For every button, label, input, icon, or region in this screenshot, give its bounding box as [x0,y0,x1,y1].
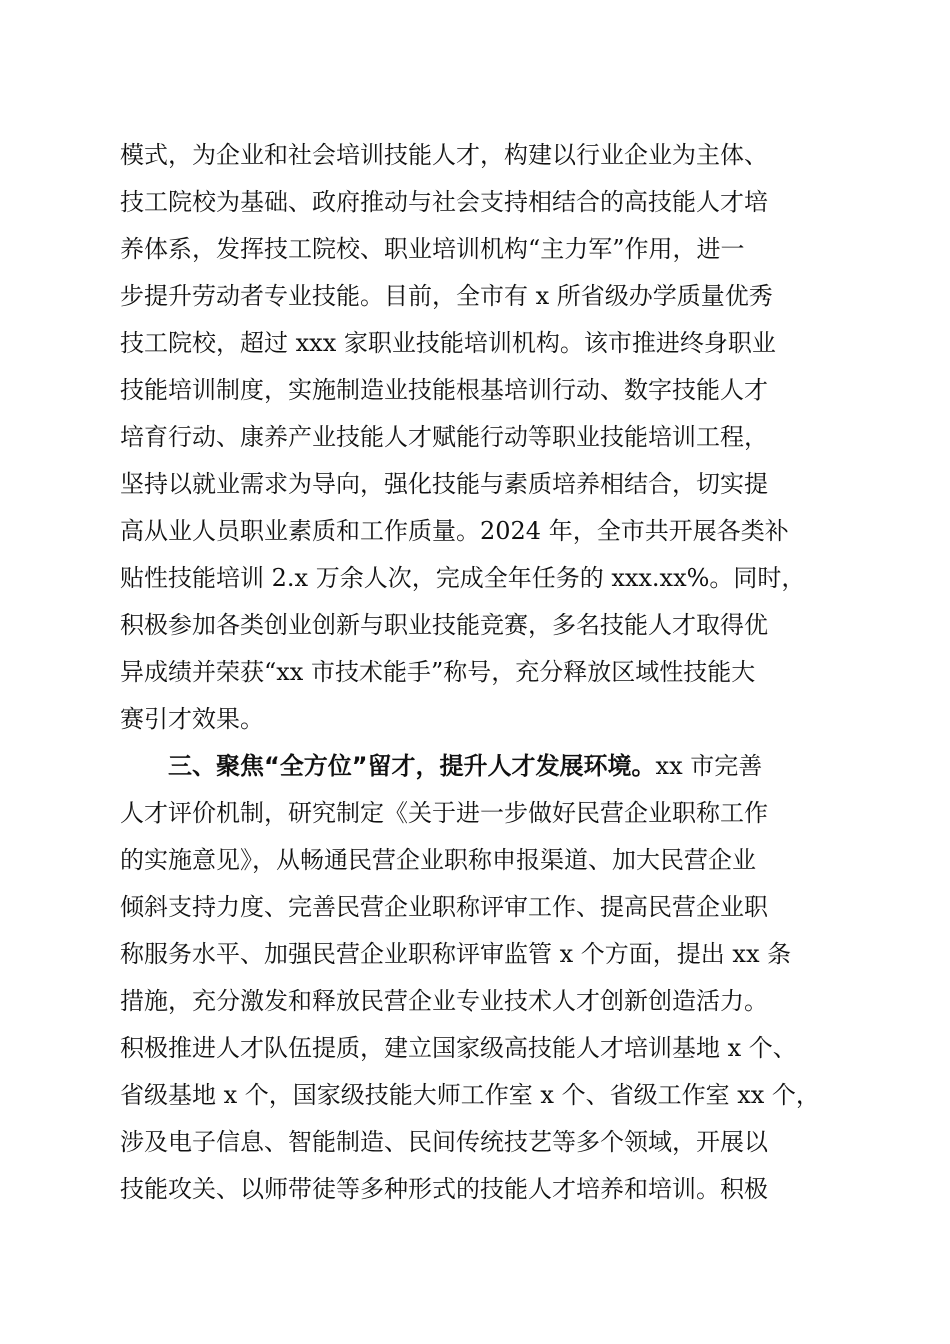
paragraph1-line-10: 贴性技能培训 2.x 万余人次，完成全年任务的 xxx.xx%。同时， [120,564,806,592]
paragraph1-line-6: 技能培训制度，实施制造业技能根基培训行动、数字技能人才 [120,376,768,404]
paragraph1-line-13: 赛引才效果。 [120,705,264,733]
section3-heading: 三、聚焦“全方位”留才，提升人才发展环境。 [168,752,656,780]
section3-first-line-text: xx 市完善 [655,752,763,780]
paragraph2-line-5: 措施，充分激发和释放民营企业专业技术人才创新创造活力。 [120,987,768,1015]
paragraph1-line-3: 养体系，发挥技工院校、职业培训机构“主力军”作用，进一 [120,235,745,263]
paragraph1-line-5: 技工院校，超过 xxx 家职业技能培训机构。该市推进终身职业 [120,329,776,357]
paragraph2-line-4: 称服务水平、加强民营企业职称评审监管 x 个方面，提出 xx 条 [120,940,792,968]
paragraph1-line-1: 模式，为企业和社会培训技能人才，构建以行业企业为主体、 [120,141,768,169]
paragraph1-line-11: 积极参加各类创业创新与职业技能竞赛，多名技能人才取得优 [120,611,768,639]
paragraph2-line-7: 省级基地 x 个，国家级技能大师工作室 x 个、省级工作室 xx 个， [120,1081,820,1109]
paragraph1-line-8: 坚持以就业需求为导向，强化技能与素质培养相结合，切实提 [120,470,768,498]
paragraph2-line-6: 积极推进人才队伍提质，建立国家级高技能人才培训基地 x 个、 [120,1034,797,1062]
section3-first-line [168,751,908,781]
paragraph1-line-4: 步提升劳动者专业技能。目前，全市有 x 所省级办学质量优秀 [120,282,773,310]
paragraph2-line-3: 倾斜支持力度、完善民营企业职称评审工作、提高民营企业职 [120,893,768,921]
paragraph2-line-1: 人才评价机制，研究制定《关于进一步做好民营企业职称工作 [120,799,768,827]
paragraph1-line-12: 异成绩并荣获“xx 市技术能手”称号，充分释放区域性技能大 [120,658,756,686]
paragraph2-line-2: 的实施意见》，从畅通民营企业职称申报渠道、加大民营企业 [120,846,756,874]
paragraph2-line-8: 涉及电子信息、智能制造、民间传统技艺等多个领域，开展以 [120,1128,768,1156]
paragraph1-line-9: 高从业人员职业素质和工作质量。2024 年，全市共开展各类补 [120,517,789,545]
paragraph1-line-2: 技工院校为基础、政府推动与社会支持相结合的高技能人才培 [120,188,768,216]
paragraph1-line-7: 培育行动、康养产业技能人才赋能行动等职业技能培训工程， [120,423,768,451]
paragraph2-line-9: 技能攻关、以师带徒等多种形式的技能人才培养和培训。积极 [120,1175,768,1203]
